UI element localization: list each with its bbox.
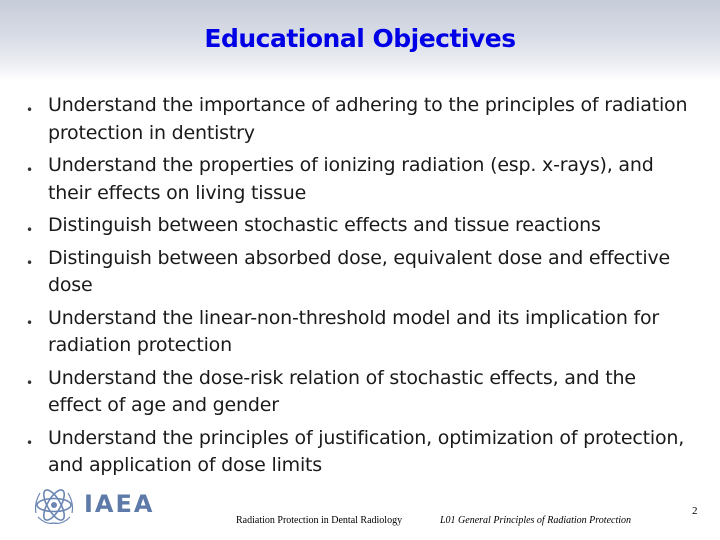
- list-item-text: Understand the importance of adhering to the principles of radiation protection in dentistry: [48, 94, 688, 144]
- list-item-text: Distinguish between absorbed dose, equivalent dose and effective dose: [48, 246, 671, 296]
- footer-lesson-title: L01 General Principles of Radiation Protection: [440, 515, 631, 526]
- list-item-text: Understand the properties of ionizing radiation (esp. x-rays), and their effects on living tissue: [48, 154, 654, 204]
- slide-title: Educational Objectives: [204, 24, 516, 53]
- list-item: [0, 425, 720, 480]
- iaea-logo-text: IAEA: [84, 490, 155, 518]
- list-item-text: Distinguish between stochastic effects and tissue reactions: [48, 214, 601, 236]
- list-item: [0, 245, 720, 300]
- bullet-icon: •: [26, 223, 33, 237]
- list-item-text: Understand the principles of justification, optimization of protection, and application of dose limits: [48, 426, 685, 476]
- list-item: [0, 92, 720, 147]
- list-item: [0, 305, 720, 360]
- list-item: [0, 152, 720, 207]
- bullet-icon: •: [26, 435, 33, 450]
- list-item-text: Understand the dose-risk relation of stochastic effects, and the effect of age and gender: [48, 366, 636, 416]
- objectives-list: [0, 92, 720, 485]
- bullet-icon: •: [26, 255, 33, 270]
- list-item: [0, 212, 720, 240]
- bullet-icon: •: [26, 103, 33, 117]
- list-item-text: Understand the linear-non-threshold model and its implication for radiation protection: [48, 306, 660, 356]
- bullet-icon: •: [26, 163, 33, 177]
- list-item: [0, 365, 720, 420]
- footer-course-title: Radiation Protection in Dental Radiology: [236, 515, 403, 526]
- bullet-icon: •: [26, 375, 33, 390]
- bullet-icon: •: [26, 315, 33, 330]
- page-number: 2: [692, 505, 698, 517]
